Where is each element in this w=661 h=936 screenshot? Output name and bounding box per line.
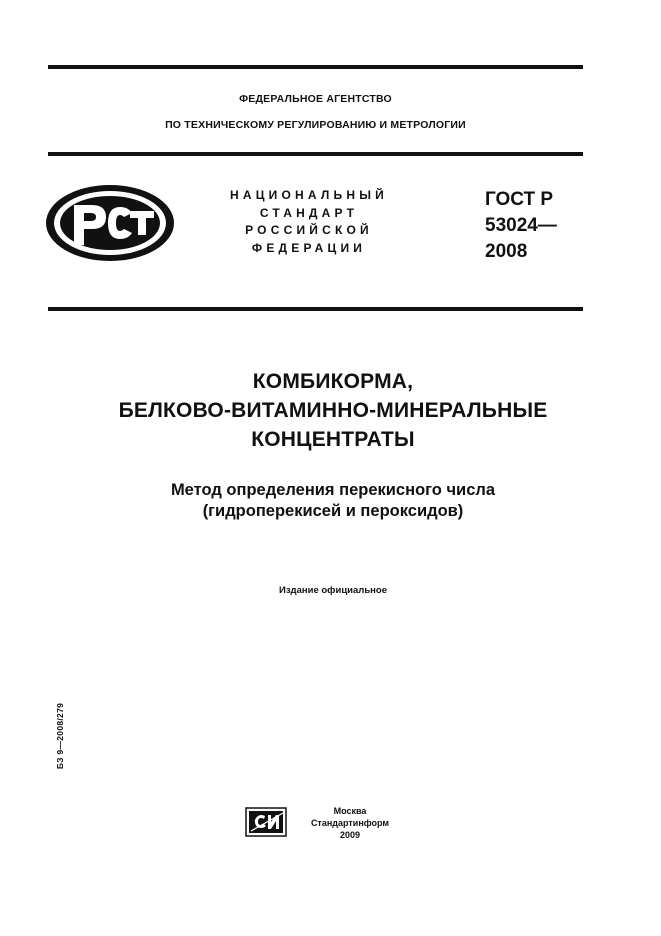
standard-type-line-4: ФЕДЕРАЦИИ (251, 241, 367, 255)
publisher-city: Москва (333, 806, 367, 816)
rst-certification-mark-icon (44, 183, 176, 263)
designation-line-3: 2008 (485, 241, 528, 262)
title-line-2: БЕЛКОВО-ВИТАМИННО-МИНЕРАЛЬНЫЕ (118, 399, 548, 422)
designation-rule (48, 307, 583, 311)
agency-line-1: ФЕДЕРАЛЬНОЕ АГЕНТСТВО (239, 93, 392, 105)
standartinform-logo-icon (245, 807, 287, 837)
designation-line-2: 53024— (485, 215, 557, 236)
title-line-1: КОМБИКОРМА, (252, 370, 414, 393)
side-code: БЗ 9—2008/279 (55, 702, 65, 770)
standard-type-line-1: НАЦИОНАЛЬНЫЙ (229, 188, 389, 202)
standard-type-line-2: СТАНДАРТ (259, 206, 359, 220)
header-rule (48, 152, 583, 156)
publisher-name: Стандартинформ (310, 818, 390, 828)
title-line-3: КОНЦЕНТРАТЫ (251, 428, 415, 451)
standard-type-line-3: РОССИЙСКОЙ (245, 223, 373, 237)
edition-label: Издание официальное (279, 585, 387, 596)
subtitle-line-2: (гидроперекисей и пероксидов) (202, 502, 464, 520)
top-rule (48, 65, 583, 69)
designation-line-1: ГОСТ Р (485, 189, 554, 210)
agency-line-2: ПО ТЕХНИЧЕСКОМУ РЕГУЛИРОВАНИЮ И МЕТРОЛОГИИ (165, 119, 466, 131)
subtitle-line-1: Метод определения перекисного числа (170, 481, 496, 499)
publisher-year: 2009 (339, 830, 361, 840)
